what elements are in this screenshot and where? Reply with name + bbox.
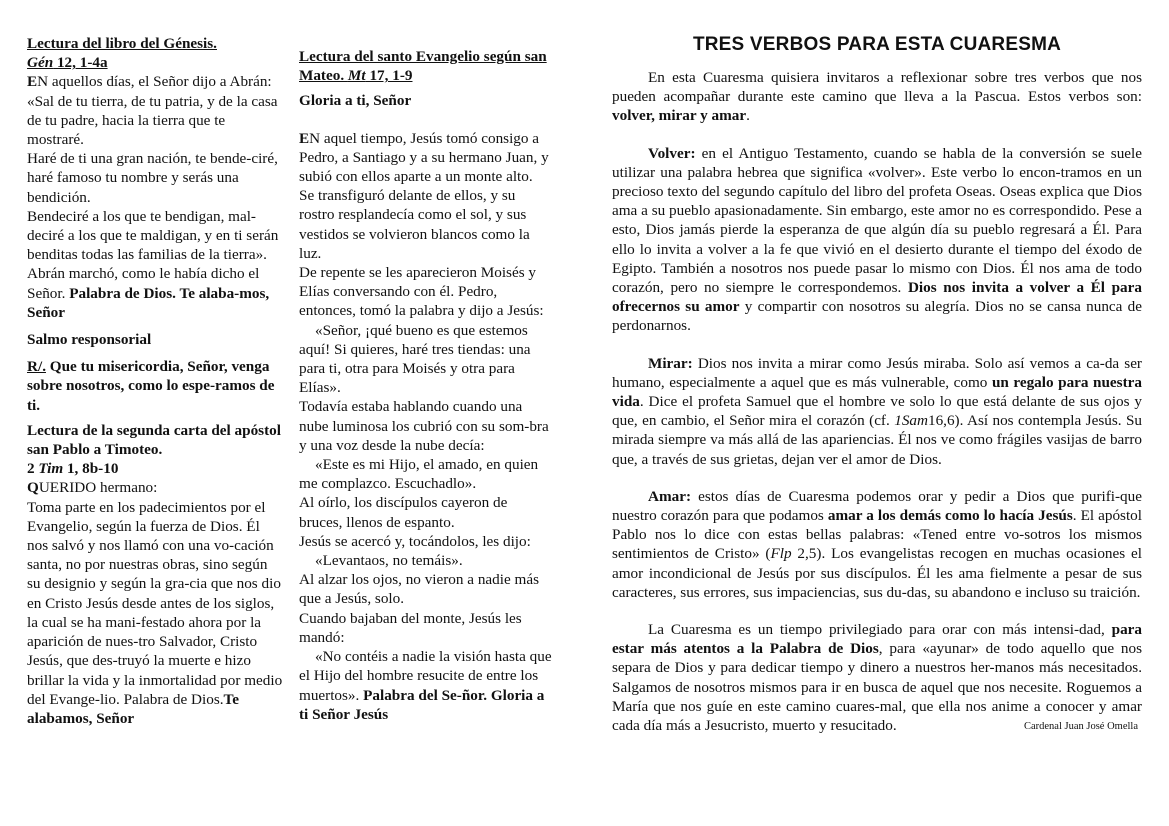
psalm-heading: Salmo responsorial	[27, 331, 152, 349]
mirar-text: Dios nos invita a mirar como Jesús miraba. Solo así vemos a ca-da ser humano, especialmente a aquel que es más vulnerable, como	[612, 354, 1142, 391]
mirar-ref: 1Sam	[894, 412, 928, 430]
gospel-title	[299, 47, 554, 85]
volver-paragraph	[612, 144, 1142, 336]
ref-rest: 1, 8b-10	[63, 460, 119, 478]
amar-text-3: 2,5). Los evangelistas recogen en muchas ocasiones el amor incondicional de Jesús por sus discípulos. Él les ama fielmente a pesar de sus caracteres, sus errores, sus impaciencias, sus du-das, su abandono e incluso su traición.	[612, 545, 1142, 601]
three-verbs: volver, mirar y amar	[612, 107, 747, 125]
volver-end: y compartir con nosotros su alegría. Dios no se cansa nunca de perdonarnos.	[612, 298, 1142, 335]
mirar-highlight: un regalo para nuestra vida	[612, 373, 1142, 411]
ref-book: Gén	[27, 54, 54, 72]
ref-rest: 17, 1-9	[365, 67, 413, 85]
gospel-paragraph: «Levantaos, no temáis».	[315, 552, 463, 570]
response-label: R/.	[27, 358, 46, 376]
reading-text: Abrán marchó, como le había dicho el Señor.	[27, 265, 260, 302]
gospel-paragraph: Al oírlo, los discípulos cayeron de bruces, llenos de espanto.	[299, 494, 508, 531]
amar-text-2: . El apóstol Pablo nos lo dice con estas bellas palabras: «Tened entre vo-sotros los mismos sentimientos de Cristo» (	[612, 507, 1142, 563]
gospel-paragraph: De repente se les aparecieron Moisés y Elías conversando con él. Pedro, entonces, tomó la palabra y dijo a Jesús:	[299, 264, 544, 320]
gospel-paragraph: Al alzar los ojos, no vieron a nadie más que a Jesús, solo.	[299, 571, 539, 608]
first-reading-column	[27, 34, 283, 728]
initial-letter: E	[27, 73, 38, 91]
second-reading-reference	[27, 459, 283, 478]
volver-label: Volver:	[648, 144, 696, 162]
closing-block	[612, 620, 1142, 735]
reading-paragraph: Bendeciré a los que te bendigan, mal-deciré a los que te maldigan, y en ti serán benditas todas las familias de la tierra».	[27, 207, 279, 264]
reading-paragraph	[27, 478, 283, 497]
gospel-paragraph: «Este es mi Hijo, el amado, en quien me complazco. Escuchadlo».	[299, 456, 539, 493]
amar-paragraph	[612, 487, 1142, 602]
gospel-text: N aquel tiempo, Jesús tomó consigo a Pedro, a Santiago y a su hermano Juan, y subió con ellos aparte a un monte alto.	[299, 129, 549, 186]
second-reading-title: Lectura de la segunda carta del apóstol san Pablo a Timoteo.	[27, 421, 281, 459]
mirar-text-2: . Dice el profeta Samuel que el hombre ve solo lo que está delante de sus ojos y que, en cambio, el Señor mira el corazón (cf.	[612, 393, 1142, 430]
reflection-column	[612, 34, 1142, 735]
amar-label: Amar:	[648, 487, 692, 505]
acclamation: Palabra del Se-ñor. Gloria a ti Señor Jesús	[299, 686, 545, 723]
volver-highlight: Dios nos invita a volver a Él para ofrecernos su amor	[612, 279, 1142, 316]
intro-text: En esta Cuaresma quisiera invitaros a reflexionar sobre tres verbos que nos pueden acompañar durante este camino que lleva a la Pascua. Estos verbos son:	[612, 69, 1142, 106]
gospel-text: «No contéis a nadie la visión hasta que el Hijo del hombre resucite de entre los muertos».	[299, 648, 552, 704]
closing-text: La Cuaresma es un tiempo privilegiado para orar con más intensi-dad,	[648, 621, 1112, 639]
reflection-heading: TRES VERBOS PARA ESTA CUARESMA	[692, 34, 1062, 55]
reading-paragraph: «Sal de tu tierra, de tu patria, y de la casa de tu padre, hacia la tierra que te mostraré.	[27, 92, 278, 149]
gospel-title-text: Lectura del santo Evangelio según san Mateo.	[299, 48, 547, 85]
intro-paragraph	[612, 68, 1142, 126]
mirar-paragraph	[612, 354, 1142, 469]
acclamation: Palabra de Dios. Te alaba-mos, Señor	[27, 284, 270, 321]
reading-paragraph	[27, 498, 283, 728]
gospel-paragraph: Se transfiguró delante de ellos, y su rostro resplandecía como el sol, y sus vestidos se volvieron blancos como la luz.	[299, 187, 530, 262]
gospel-paragraph: Cuando bajaban del monte, Jesús les mandó:	[299, 609, 522, 646]
ref-book: Mt	[347, 67, 366, 85]
initial-letter: E	[299, 129, 310, 147]
reading-text: UERIDO hermano:	[38, 479, 158, 497]
initial-letter: Q	[27, 479, 39, 497]
psalm-response	[27, 357, 283, 415]
first-reading-reference	[27, 53, 283, 72]
gospel-column	[299, 47, 554, 724]
closing-highlight: para estar más atentos a la Palabra de Dios	[612, 621, 1142, 658]
reading-paragraph: Haré de ti una gran nación, te bende-ciré, haré famoso tu nombre y serás una bendición.	[27, 150, 278, 206]
reading-text: Toma parte en los padecimientos por el Evangelio, según la fuerza de Dios. Él nos salvó y nos llamó con una vo-cación santa, no por nuestras obras, sino según su designio y según la gra-cia que nos dio en Cristo Jesús desde antes de los siglos, la cual se ha mani-festado ahora por la aparición de nues-tro Salvador, Cristo Jesús, que des-truyó la muerte e hizo brillar la vida y la inmortalidad por medio del Evange-lio. Palabra de Dios.	[27, 498, 283, 708]
gospel-paragraph: Todavía estaba hablando cuando una nube luminosa los cubrió con su som-bra y una voz desde la nube decía:	[299, 398, 549, 454]
reading-text: N aquellos días, el Señor dijo a Abrán:	[37, 73, 272, 91]
first-reading-title: Lectura del libro del Génesis.	[27, 35, 217, 52]
intro-end: .	[746, 107, 750, 125]
amar-text: estos días de Cuaresma podemos orar y pedir a Dios que purifi-que nuestro corazón para que podamos	[612, 487, 1142, 525]
closing-paragraph	[612, 620, 1142, 735]
ref-book: Tim	[38, 460, 64, 478]
response-text: Que tu misericordia, Señor, venga sobre nosotros, como lo espe-ramos de ti.	[27, 358, 275, 414]
amar-ref: Flp	[770, 545, 792, 563]
amar-highlight: amar a los demás como lo hacía Jesús	[827, 507, 1073, 525]
acclamation: Te alabamos, Señor	[27, 690, 240, 727]
gospel-paragraph: «Señor, ¡qué bueno es que estemos aquí! Si quieres, haré tres tiendas: una para ti, otra para Moisés y otra para Elías».	[299, 321, 531, 397]
gospel-paragraph	[299, 129, 554, 187]
reading-paragraph	[27, 72, 283, 91]
gospel-paragraph: Jesús se acercó y, tocándolos, les dijo:	[299, 532, 531, 550]
gospel-acclamation: Gloria a ti, Señor	[299, 92, 412, 110]
volver-text: en el Antiguo Testamento, cuando se habla de la conversión se suele utilizar una palabra hebrea que significa «volver». Este verbo lo encon-tramos en un precioso texto del segundo capítulo del libro del profeta Oseas. Oseas explica que Dios ama a su pueblo apasionadamente. Sin embargo, este amor no es correspondido. Pese a esto, Dios jamás pierde la esperanza de que algún día su pueblo regresará a Él. Para ello lo invita a volver a la fe que vivió en el desierto durante el tiempo del éxodo de Egipto. También a nosotros nos puede pasar lo mismo con Dios. Él nos ama de todo corazón, pero no siempre le correspondemos.	[612, 144, 1142, 297]
mirar-text-3: 16,6). Así nos contempla Jesús. Su mirada siempre va más allá de las apariencias. Él nos ve como frágiles vasijas de barro que, a través de sus grietas, dejan ver el amor de Dios.	[612, 412, 1142, 468]
ref-rest: 12, 1-4a	[53, 54, 108, 72]
mirar-label: Mirar:	[648, 354, 693, 372]
ref-num: 2	[27, 460, 39, 478]
reading-paragraph	[27, 264, 283, 322]
signature: Cardenal Juan José Omella	[1023, 721, 1138, 733]
closing-text-2: , para «ayunar» de todo aquello que nos separa de Dios y para dedicar tiempo y dinero a nuestros her-manos más necesitados. Salgamos de nosotros mismos para ir en busca de aquel que nos necesite. Roguemos a María que nos guíe en este camino cuares-mal, que ella nos anime a conocer y amar cada día más a Jesucristo, muerto y resucitado.	[612, 640, 1142, 735]
gospel-paragraph	[299, 647, 554, 724]
